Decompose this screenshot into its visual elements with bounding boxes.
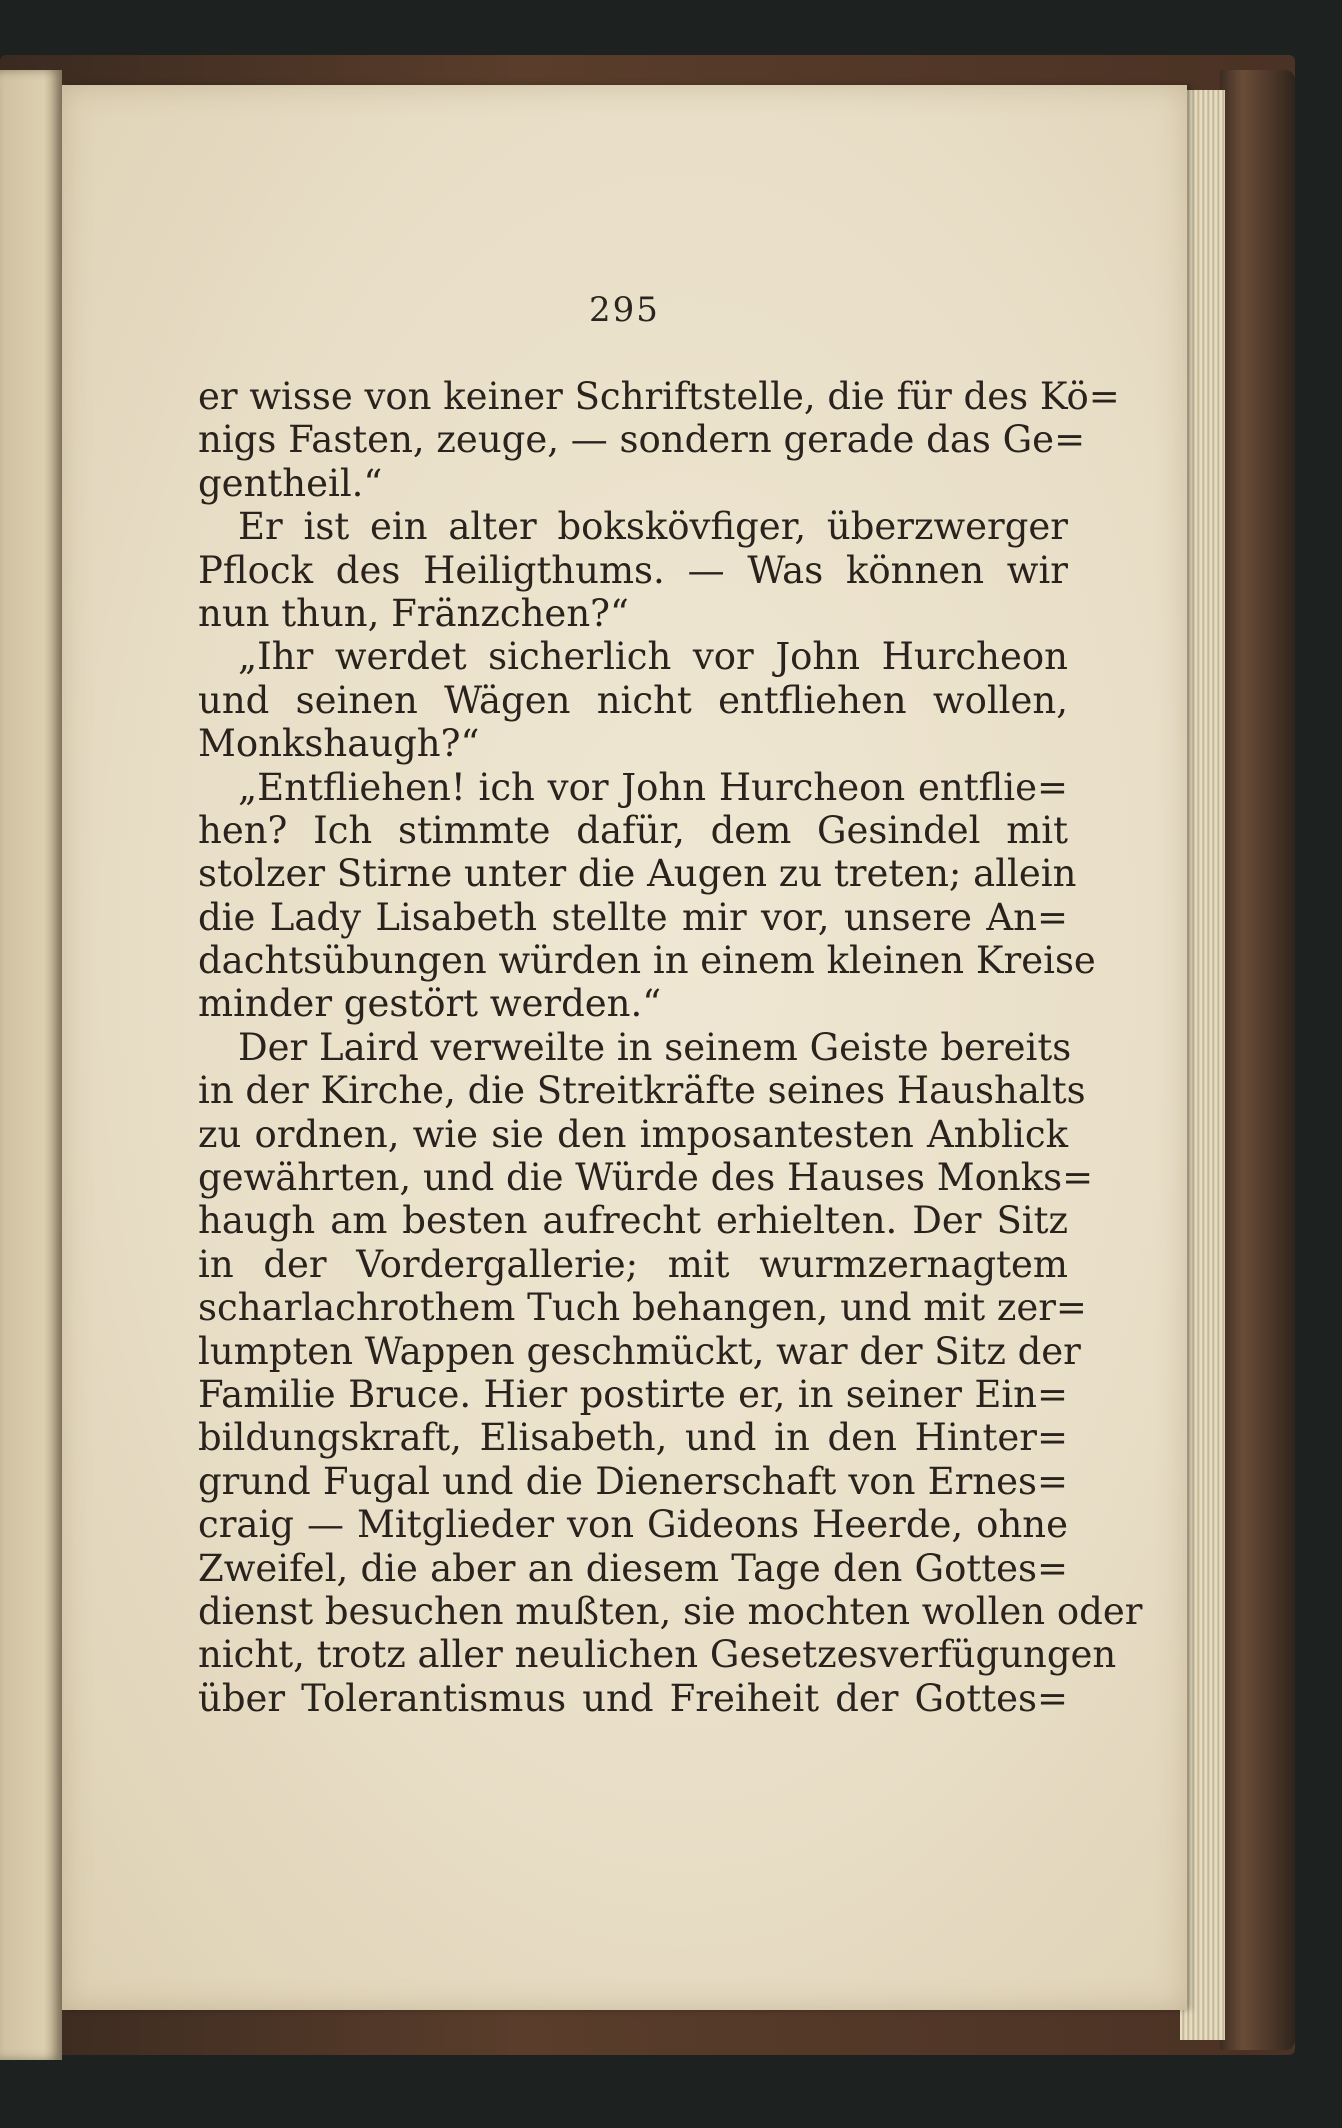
text-line: in der Vordergallerie; mit wurmzernagtem: [198, 1242, 1068, 1286]
text-line: Familie Bruce. Hier postirte er, in seiner Ein=: [198, 1372, 1068, 1416]
page-number: 295: [589, 290, 660, 330]
text-line: Er ist ein alter bokskövfiger, überzwerger: [238, 505, 1068, 549]
text-line: und seinen Wägen nicht entfliehen wollen,: [198, 678, 1068, 722]
text-line: craig — Mitglieder von Gideons Heerde, ohne: [198, 1503, 1068, 1547]
text-line: nigs Fasten, zeuge, — sondern gerade das Ge=: [198, 418, 1086, 462]
text-line: dachtsübungen würden in einem kleinen Kreise: [198, 939, 1096, 983]
text-line: „Ihr werdet sicherlich vor John Hurcheon: [238, 635, 1068, 679]
text-line: Pflock des Heiligthums. — Was können wir: [198, 548, 1068, 592]
text-line: grund Fugal und die Dienerschaft von Ernes=: [198, 1459, 1068, 1503]
text-line: stolzer Stirne unter die Augen zu treten; allein: [198, 852, 1077, 896]
text-line: haugh am besten aufrecht erhielten. Der Sitz: [198, 1199, 1068, 1243]
text-line: hen? Ich stimmte dafür, dem Gesindel mit: [198, 808, 1068, 852]
text-line: Der Laird verweilte in seinem Geiste bereits: [238, 1025, 1072, 1069]
text-line: zu ordnen, wie sie den imposantesten Anblick: [198, 1112, 1068, 1156]
text-line: gentheil.“: [198, 461, 383, 505]
text-line: die Lady Lisabeth stellte mir vor, unsere An=: [198, 895, 1068, 939]
text-line: bildungskraft, Elisabeth, und in den Hinter=: [198, 1416, 1068, 1460]
facing-page-edge: [0, 70, 62, 2060]
text-line: in der Kirche, die Streitkräfte seines Haushalts: [198, 1069, 1086, 1113]
text-line: lumpten Wappen geschmückt, war der Sitz der: [198, 1329, 1081, 1373]
text-line: Zweifel, die aber an diesem Tage den Gottes=: [198, 1546, 1068, 1590]
text-line: nun thun, Fränzchen?“: [198, 591, 629, 635]
text-line: scharlachrothem Tuch behangen, und mit zer=: [198, 1286, 1087, 1330]
text-line: dienst besuchen mußten, sie mochten wollen oder: [198, 1589, 1143, 1633]
body-text: [198, 375, 1143, 1720]
book-page: [62, 85, 1187, 2010]
text-line: Monkshaugh?“: [198, 722, 480, 766]
text-line: „Entfliehen! ich vor John Hurcheon entflie=: [238, 765, 1068, 809]
text-line: minder gestört werden.“: [198, 982, 662, 1026]
text-line: gewährten, und die Würde des Hauses Monks=: [198, 1156, 1094, 1200]
text-line: er wisse von keiner Schriftstelle, die für des Kö=: [198, 375, 1120, 418]
text-line: nicht, trotz aller neulichen Gesetzesverfügungen: [198, 1633, 1117, 1677]
book-spine-edge: [1220, 70, 1295, 2050]
text-line: über Tolerantismus und Freiheit der Gottes=: [198, 1676, 1068, 1720]
